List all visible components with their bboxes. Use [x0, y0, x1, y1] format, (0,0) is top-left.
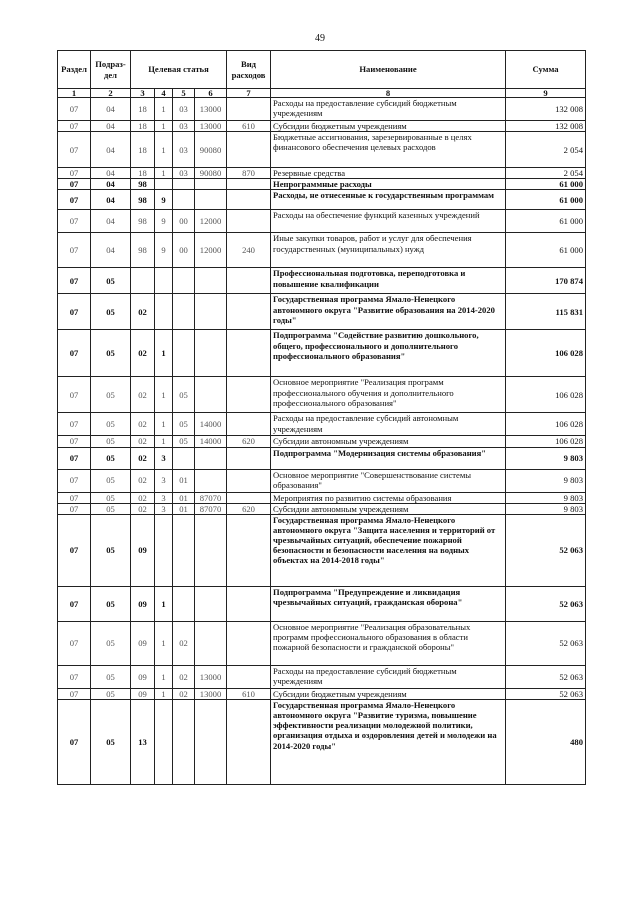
- section-cell: 07: [58, 233, 91, 268]
- name-cell: Государственная программа Ямало-Ненецкого автономного округа "Развитие туризма, повышение эффективности реализации молодежной политики, организация отдыха и оздоровления детей и молодежи на 2014-2020 годы": [271, 699, 506, 784]
- table-row: [58, 330, 586, 377]
- table-row: [58, 168, 586, 179]
- section-cell: 07: [58, 621, 91, 665]
- subsection-cell: 05: [91, 377, 131, 413]
- table-body: [58, 98, 586, 785]
- subsection-cell: 05: [91, 665, 131, 688]
- column-number: 4: [155, 89, 173, 98]
- table-row: [58, 179, 586, 190]
- program-cell: 02: [131, 469, 155, 492]
- program-cell: 98: [131, 233, 155, 268]
- program-cell: 09: [131, 688, 155, 699]
- header-section: Раздел: [58, 51, 91, 89]
- table-row: [58, 190, 586, 210]
- activity-cell: 01: [173, 469, 195, 492]
- activity-cell: 02: [173, 665, 195, 688]
- table-row: [58, 699, 586, 784]
- subsection-cell: 05: [91, 413, 131, 436]
- direction-cell: 87070: [195, 492, 227, 503]
- sum-cell: 9 803: [506, 447, 586, 469]
- subsection-cell: 05: [91, 492, 131, 503]
- table-row: [58, 268, 586, 294]
- name-cell: Субсидии автономным учреждениям: [271, 503, 506, 514]
- direction-cell: 14000: [195, 413, 227, 436]
- program-cell: 09: [131, 665, 155, 688]
- subsection-cell: 04: [91, 233, 131, 268]
- subprogram-cell: 3: [155, 469, 173, 492]
- sum-cell: 2 054: [506, 168, 586, 179]
- expense-type-cell: [227, 294, 271, 330]
- column-number: 1: [58, 89, 91, 98]
- activity-cell: 02: [173, 688, 195, 699]
- sum-cell: 106 028: [506, 377, 586, 413]
- activity-cell: 05: [173, 436, 195, 447]
- section-cell: 07: [58, 514, 91, 586]
- header-subsection: Подраз-дел: [91, 51, 131, 89]
- sum-cell: 132 008: [506, 121, 586, 132]
- expense-type-cell: [227, 469, 271, 492]
- table-row: [58, 210, 586, 233]
- direction-cell: 14000: [195, 436, 227, 447]
- direction-cell: [195, 621, 227, 665]
- section-cell: 07: [58, 330, 91, 377]
- direction-cell: [195, 330, 227, 377]
- expense-type-cell: [227, 514, 271, 586]
- direction-cell: 87070: [195, 503, 227, 514]
- table-row: [58, 503, 586, 514]
- name-cell: Подпрограмма "Модернизация системы образования": [271, 447, 506, 469]
- subsection-cell: 05: [91, 294, 131, 330]
- direction-cell: 12000: [195, 233, 227, 268]
- subsection-cell: 05: [91, 503, 131, 514]
- direction-cell: 90080: [195, 132, 227, 168]
- subprogram-cell: 1: [155, 168, 173, 179]
- expense-type-cell: [227, 586, 271, 621]
- sum-cell: 106 028: [506, 330, 586, 377]
- activity-cell: [173, 330, 195, 377]
- activity-cell: 03: [173, 168, 195, 179]
- activity-cell: 03: [173, 121, 195, 132]
- subsection-cell: 04: [91, 210, 131, 233]
- table-row: [58, 688, 586, 699]
- subprogram-cell: 1: [155, 413, 173, 436]
- expense-type-cell: [227, 132, 271, 168]
- subprogram-cell: 1: [155, 436, 173, 447]
- section-cell: 07: [58, 469, 91, 492]
- sum-cell: 106 028: [506, 436, 586, 447]
- program-cell: 98: [131, 179, 155, 190]
- program-cell: 98: [131, 210, 155, 233]
- subprogram-cell: 1: [155, 621, 173, 665]
- program-cell: 09: [131, 621, 155, 665]
- page-number: 49: [315, 33, 325, 44]
- name-cell: Подпрограмма "Содействие развитию дошкольного, общего, профессионального и дополнительного профессионального образования": [271, 330, 506, 377]
- section-cell: 07: [58, 190, 91, 210]
- section-cell: 07: [58, 699, 91, 784]
- program-cell: 02: [131, 492, 155, 503]
- sum-cell: 61 000: [506, 190, 586, 210]
- subprogram-cell: 3: [155, 447, 173, 469]
- table-row: [58, 294, 586, 330]
- table-row: [58, 621, 586, 665]
- column-numbers-row: [58, 89, 586, 98]
- section-cell: 07: [58, 179, 91, 190]
- activity-cell: [173, 268, 195, 294]
- subsection-cell: 05: [91, 586, 131, 621]
- section-cell: 07: [58, 447, 91, 469]
- sum-cell: 52 063: [506, 621, 586, 665]
- name-cell: Основное мероприятие "Реализация программ профессионального обучения и дополнительного профессионального образования": [271, 377, 506, 413]
- section-cell: 07: [58, 492, 91, 503]
- subsection-cell: 05: [91, 268, 131, 294]
- expense-type-cell: [227, 268, 271, 294]
- program-cell: 02: [131, 413, 155, 436]
- column-number: 5: [173, 89, 195, 98]
- sum-cell: 480: [506, 699, 586, 784]
- subprogram-cell: [155, 268, 173, 294]
- sum-cell: 2 054: [506, 132, 586, 168]
- column-number: 8: [271, 89, 506, 98]
- expense-type-cell: [227, 621, 271, 665]
- name-cell: Мероприятия по развитию системы образования: [271, 492, 506, 503]
- budget-table: [57, 50, 586, 785]
- program-cell: 02: [131, 330, 155, 377]
- subprogram-cell: 3: [155, 503, 173, 514]
- sum-cell: 61 000: [506, 210, 586, 233]
- expense-type-cell: 240: [227, 233, 271, 268]
- subsection-cell: 05: [91, 621, 131, 665]
- sum-cell: 132 008: [506, 98, 586, 121]
- activity-cell: 01: [173, 503, 195, 514]
- subsection-cell: 05: [91, 330, 131, 377]
- name-cell: Непрограммные расходы: [271, 179, 506, 190]
- subsection-cell: 05: [91, 699, 131, 784]
- section-cell: 07: [58, 98, 91, 121]
- name-cell: Резервные средства: [271, 168, 506, 179]
- program-cell: 02: [131, 436, 155, 447]
- direction-cell: 13000: [195, 665, 227, 688]
- header-target-item: Целевая статья: [131, 51, 227, 89]
- direction-cell: [195, 294, 227, 330]
- header-sum: Сумма: [506, 51, 586, 89]
- sum-cell: 170 874: [506, 268, 586, 294]
- subsection-cell: 04: [91, 132, 131, 168]
- subprogram-cell: [155, 294, 173, 330]
- subprogram-cell: [155, 179, 173, 190]
- activity-cell: 00: [173, 233, 195, 268]
- activity-cell: 05: [173, 377, 195, 413]
- expense-type-cell: [227, 210, 271, 233]
- section-cell: 07: [58, 268, 91, 294]
- section-cell: 07: [58, 436, 91, 447]
- direction-cell: [195, 190, 227, 210]
- sum-cell: 9 803: [506, 492, 586, 503]
- program-cell: 02: [131, 294, 155, 330]
- table-row: [58, 413, 586, 436]
- name-cell: Профессиональная подготовка, переподготовка и повышение квалификации: [271, 268, 506, 294]
- section-cell: 07: [58, 665, 91, 688]
- expense-type-cell: 610: [227, 121, 271, 132]
- section-cell: 07: [58, 586, 91, 621]
- section-cell: 07: [58, 294, 91, 330]
- sum-cell: 52 063: [506, 586, 586, 621]
- direction-cell: [195, 377, 227, 413]
- subprogram-cell: 1: [155, 132, 173, 168]
- subprogram-cell: 1: [155, 330, 173, 377]
- program-cell: 02: [131, 377, 155, 413]
- direction-cell: [195, 699, 227, 784]
- expense-type-cell: 610: [227, 688, 271, 699]
- activity-cell: 03: [173, 98, 195, 121]
- sum-cell: 115 831: [506, 294, 586, 330]
- direction-cell: 90080: [195, 168, 227, 179]
- subprogram-cell: 1: [155, 665, 173, 688]
- section-cell: 07: [58, 132, 91, 168]
- column-number: 9: [506, 89, 586, 98]
- name-cell: Субсидии бюджетным учреждениям: [271, 121, 506, 132]
- subprogram-cell: 1: [155, 688, 173, 699]
- subsection-cell: 04: [91, 98, 131, 121]
- subsection-cell: 04: [91, 179, 131, 190]
- subprogram-cell: [155, 699, 173, 784]
- expense-type-cell: 620: [227, 503, 271, 514]
- activity-cell: 05: [173, 413, 195, 436]
- table-row: [58, 492, 586, 503]
- program-cell: [131, 268, 155, 294]
- activity-cell: [173, 190, 195, 210]
- subprogram-cell: 1: [155, 586, 173, 621]
- sum-cell: 106 028: [506, 413, 586, 436]
- table-row: [58, 665, 586, 688]
- direction-cell: [195, 514, 227, 586]
- table-row: [58, 377, 586, 413]
- program-cell: 18: [131, 168, 155, 179]
- program-cell: 18: [131, 121, 155, 132]
- table-row: [58, 586, 586, 621]
- name-cell: Расходы на обеспечение функций казенных учреждений: [271, 210, 506, 233]
- activity-cell: [173, 447, 195, 469]
- sum-cell: 61 000: [506, 179, 586, 190]
- expense-type-cell: 620: [227, 436, 271, 447]
- expense-type-cell: 870: [227, 168, 271, 179]
- subprogram-cell: 1: [155, 121, 173, 132]
- program-cell: 13: [131, 699, 155, 784]
- direction-cell: 13000: [195, 98, 227, 121]
- table-row: [58, 98, 586, 121]
- expense-type-cell: [227, 492, 271, 503]
- name-cell: Иные закупки товаров, работ и услуг для обеспечения государственных (муниципальных) нужд: [271, 233, 506, 268]
- program-cell: 18: [131, 132, 155, 168]
- section-cell: 07: [58, 377, 91, 413]
- program-cell: 02: [131, 503, 155, 514]
- subprogram-cell: [155, 514, 173, 586]
- subsection-cell: 05: [91, 447, 131, 469]
- direction-cell: [195, 469, 227, 492]
- program-cell: 09: [131, 514, 155, 586]
- expense-type-cell: [227, 699, 271, 784]
- expense-type-cell: [227, 377, 271, 413]
- name-cell: Основное мероприятие "Совершенствование системы образования": [271, 469, 506, 492]
- sum-cell: 9 803: [506, 469, 586, 492]
- program-cell: 09: [131, 586, 155, 621]
- subprogram-cell: 1: [155, 98, 173, 121]
- section-cell: 07: [58, 413, 91, 436]
- header-expense-type: Вид расходов: [227, 51, 271, 89]
- table-row: [58, 121, 586, 132]
- subsection-cell: 04: [91, 121, 131, 132]
- direction-cell: 13000: [195, 121, 227, 132]
- expense-type-cell: [227, 665, 271, 688]
- program-cell: 02: [131, 447, 155, 469]
- subprogram-cell: 9: [155, 190, 173, 210]
- name-cell: Расходы на предоставление субсидий бюджетным учреждениям: [271, 665, 506, 688]
- subsection-cell: 04: [91, 190, 131, 210]
- expense-type-cell: [227, 190, 271, 210]
- direction-cell: [195, 586, 227, 621]
- subsection-cell: 05: [91, 436, 131, 447]
- name-cell: Расходы на предоставление субсидий автономным учреждениям: [271, 413, 506, 436]
- name-cell: Расходы, не отнесенные к государственным программам: [271, 190, 506, 210]
- expense-type-cell: [227, 413, 271, 436]
- direction-cell: [195, 447, 227, 469]
- activity-cell: [173, 179, 195, 190]
- subsection-cell: 05: [91, 688, 131, 699]
- table-row: [58, 447, 586, 469]
- subprogram-cell: 9: [155, 233, 173, 268]
- section-cell: 07: [58, 210, 91, 233]
- activity-cell: 02: [173, 621, 195, 665]
- name-cell: Бюджетные ассигнования, зарезервированные в целях финансового обеспечения целевых расходов: [271, 132, 506, 168]
- table-row: [58, 436, 586, 447]
- expense-type-cell: [227, 447, 271, 469]
- program-cell: 18: [131, 98, 155, 121]
- activity-cell: 00: [173, 210, 195, 233]
- section-cell: 07: [58, 503, 91, 514]
- program-cell: 98: [131, 190, 155, 210]
- column-number: 7: [227, 89, 271, 98]
- sum-cell: 61 000: [506, 233, 586, 268]
- subprogram-cell: 3: [155, 492, 173, 503]
- activity-cell: [173, 514, 195, 586]
- expense-type-cell: [227, 98, 271, 121]
- sum-cell: 9 803: [506, 503, 586, 514]
- header-name: Наименование: [271, 51, 506, 89]
- section-cell: 07: [58, 688, 91, 699]
- sum-cell: 52 063: [506, 514, 586, 586]
- name-cell: Государственная программа Ямало-Ненецкого автономного округа "Защита населения и территорий от чрезвычайных ситуаций, обеспечение пожарной безопасности и безопасности населения на водных объектах на 2014-2018 годы": [271, 514, 506, 586]
- column-number: 3: [131, 89, 155, 98]
- activity-cell: 01: [173, 492, 195, 503]
- table-row: [58, 132, 586, 168]
- expense-type-cell: [227, 179, 271, 190]
- direction-cell: 13000: [195, 688, 227, 699]
- sum-cell: 52 063: [506, 665, 586, 688]
- activity-cell: [173, 586, 195, 621]
- subprogram-cell: 1: [155, 377, 173, 413]
- subsection-cell: 05: [91, 514, 131, 586]
- subprogram-cell: 9: [155, 210, 173, 233]
- direction-cell: [195, 179, 227, 190]
- direction-cell: [195, 268, 227, 294]
- name-cell: Основное мероприятие "Реализация образовательных программ профессионального образования в области пожарной безопасности и гражданской обороны": [271, 621, 506, 665]
- name-cell: Подпрограмма "Предупреждение и ликвидация чрезвычайных ситуаций, гражданская оборона": [271, 586, 506, 621]
- name-cell: Расходы на предоставление субсидий бюджетным учреждениям: [271, 98, 506, 121]
- table-row: [58, 233, 586, 268]
- activity-cell: [173, 699, 195, 784]
- table-row: [58, 514, 586, 586]
- name-cell: Субсидии автономным учреждениям: [271, 436, 506, 447]
- expense-type-cell: [227, 330, 271, 377]
- activity-cell: [173, 294, 195, 330]
- section-cell: 07: [58, 121, 91, 132]
- name-cell: Субсидии бюджетным учреждениям: [271, 688, 506, 699]
- activity-cell: 03: [173, 132, 195, 168]
- sum-cell: 52 063: [506, 688, 586, 699]
- section-cell: 07: [58, 168, 91, 179]
- subsection-cell: 05: [91, 469, 131, 492]
- column-number: 6: [195, 89, 227, 98]
- name-cell: Государственная программа Ямало-Ненецкого автономного округа "Развитие образования на 2014-2020 годы": [271, 294, 506, 330]
- column-number: 2: [91, 89, 131, 98]
- direction-cell: 12000: [195, 210, 227, 233]
- table-row: [58, 469, 586, 492]
- subsection-cell: 04: [91, 168, 131, 179]
